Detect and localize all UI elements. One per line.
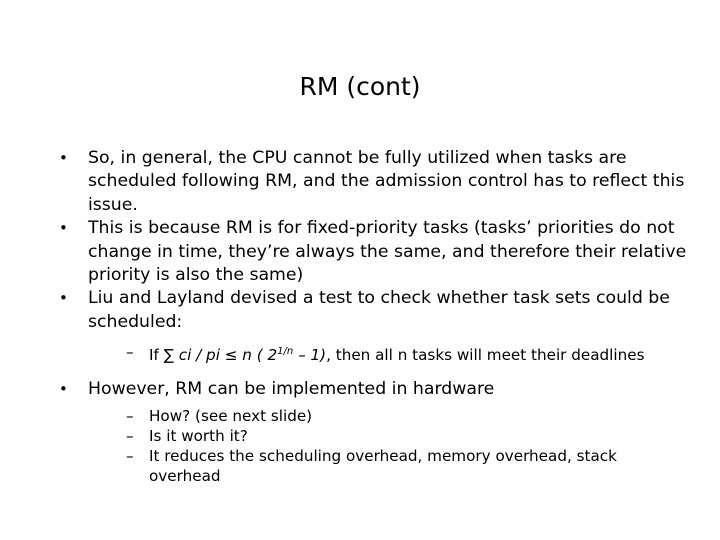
bullet-hardware-text: However, RM can be implemented in hardware xyxy=(88,379,495,400)
liu-layland-sub-list xyxy=(88,342,688,365)
hardware-subitem-worth: – Is it worth it? xyxy=(88,426,688,446)
bullet-list xyxy=(58,147,688,486)
bullet-liu-layland xyxy=(58,287,688,365)
formula-lead: If xyxy=(149,346,164,365)
hardware-sub-list xyxy=(88,406,688,486)
bullet-liu-layland-text: Liu and Layland devised a test to check whether task sets could be scheduled: xyxy=(88,288,670,332)
slide-title: RM (cont) xyxy=(299,72,421,101)
bullet-hardware xyxy=(58,378,688,485)
formula-condition-main: ∑ ci / pi ≤ n ( 2 xyxy=(163,346,278,365)
formula-rest: , then all n tasks will meet their deadlines xyxy=(326,346,645,365)
schedulability-test-item xyxy=(88,342,688,365)
bullet-cpu-utilization: • So, in general, the CPU cannot be fully utilized when tasks are scheduled following RM, and the admission control has to reflect this issue. xyxy=(58,147,688,217)
hardware-subitem-reduces: – It reduces the scheduling overhead, memory overhead, stack overhead xyxy=(88,446,688,486)
formula-condition-end: – 1) xyxy=(293,346,327,365)
hardware-subitem-how: – How? (see next slide) xyxy=(88,406,688,426)
formula-exponent: 1/n xyxy=(277,346,294,358)
bullet-fixed-priority: • This is because RM is for fixed-priority tasks (tasks’ priorities do not change in time, they’re always the same, and therefore their relative priority is also the same) xyxy=(58,217,688,287)
formula-condition xyxy=(164,346,326,364)
